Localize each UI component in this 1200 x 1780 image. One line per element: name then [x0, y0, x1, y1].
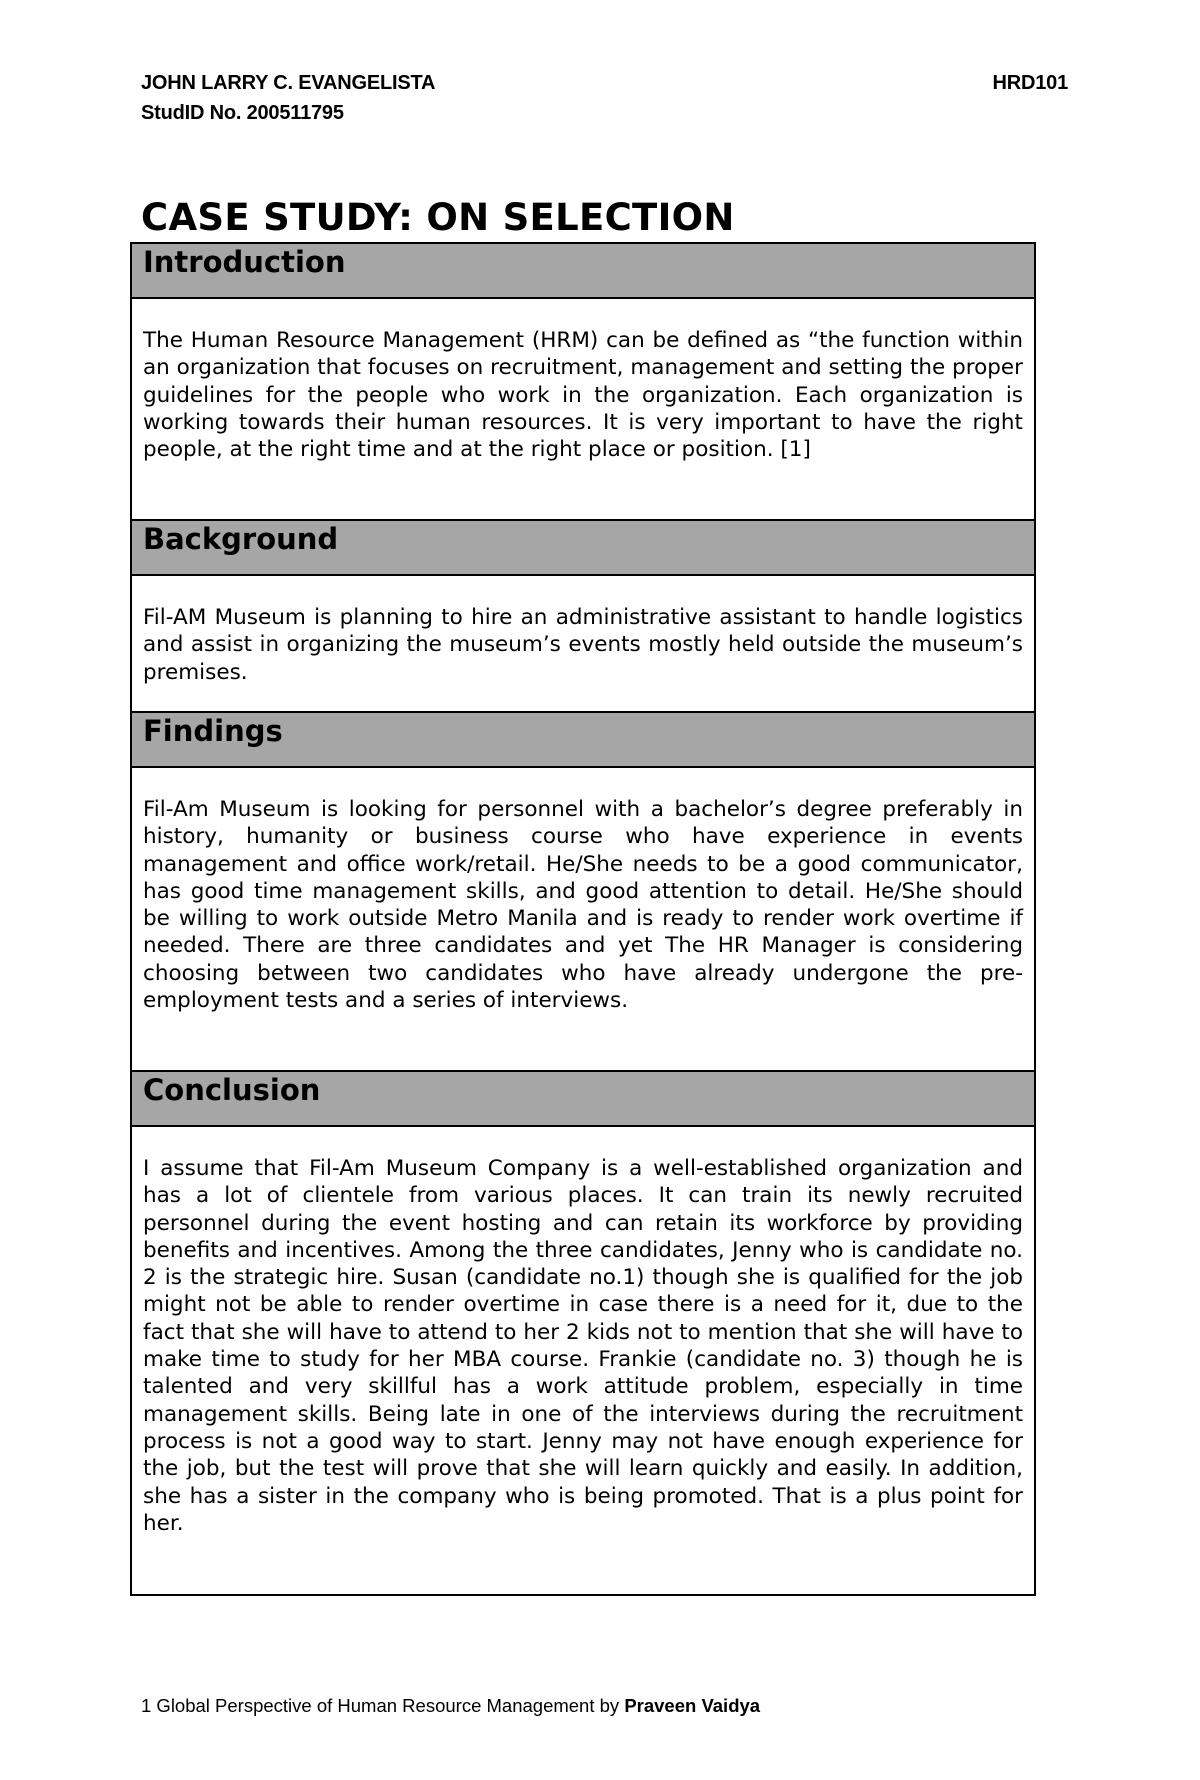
- conclusion-heading: Conclusion: [132, 1072, 1034, 1127]
- footnote-text: 1 Global Perspective of Human Resource Management by: [141, 1695, 625, 1716]
- background-body: Fil-AM Museum is planning to hire an administrative assistant to handle logistics and assist in organizing the museum’s events mostly held outside the museum’s premises.: [132, 576, 1034, 713]
- conclusion-body: I assume that Fil-Am Museum Company is a well-established organization and has a lot of clientele from various places. It can train its newly recruited personnel during the event hosting and can retain its workforce by providing benefits and incentives. Among the three candidates, Jenny who is candidate no. 2 is the strategic hire. Susan (candidate no.1) though she is qualified for the job might not be able to render overtime in case there is a need for it, due to the fact that she will have to attend to her 2 kids not to mention that she will have to make time to study for her MBA course. Frankie (candidate no. 3) though he is talented and very skillful has a work attitude problem, especially in time management skills. Being late in one of the interviews during the recruitment process is not a good way to start. Jenny may not have enough experience for the job, but the test will prove that she will learn quickly and easily. In addition, she has a sister in the company who is being promoted. That is a plus point for her.: [143, 1156, 1023, 1536]
- case-study-table: [130, 242, 1036, 1596]
- footnote-author: Praveen Vaidya: [624, 1695, 761, 1716]
- introduction-heading: Introduction: [132, 244, 1034, 299]
- document-title: CASE STUDY: ON SELECTION: [141, 196, 735, 239]
- findings-body: Fil-Am Museum is looking for personnel with a bachelor’s degree preferably in history, humanity or business course who have experience in events management and office work/retail. He/She needs to be a good communicator, has good time management skills, and good attention to detail. He/She should be willing to work outside Metro Manila and is ready to render work overtime if needed. There are three candidates and yet The HR Manager is considering choosing between two candidates who have already undergone the pre-employment tests and a series of interviews.: [132, 768, 1034, 1072]
- findings-heading: Findings: [132, 713, 1034, 768]
- course-code: HRD101: [992, 72, 1068, 94]
- background-heading: Background: [132, 521, 1034, 576]
- introduction-body: The Human Resource Management (HRM) can be defined as “the function within an organization that focuses on recruitment, management and setting the proper guidelines for the people who work in the organization. Each organization is working towards their human resources. It is very important to have the right people, at the right time and at the right place or position. [1]: [132, 299, 1034, 521]
- student-id: StudID No. 200511795: [141, 102, 344, 124]
- footnote: [141, 1695, 760, 1717]
- author-name: JOHN LARRY C. EVANGELISTA: [141, 72, 436, 94]
